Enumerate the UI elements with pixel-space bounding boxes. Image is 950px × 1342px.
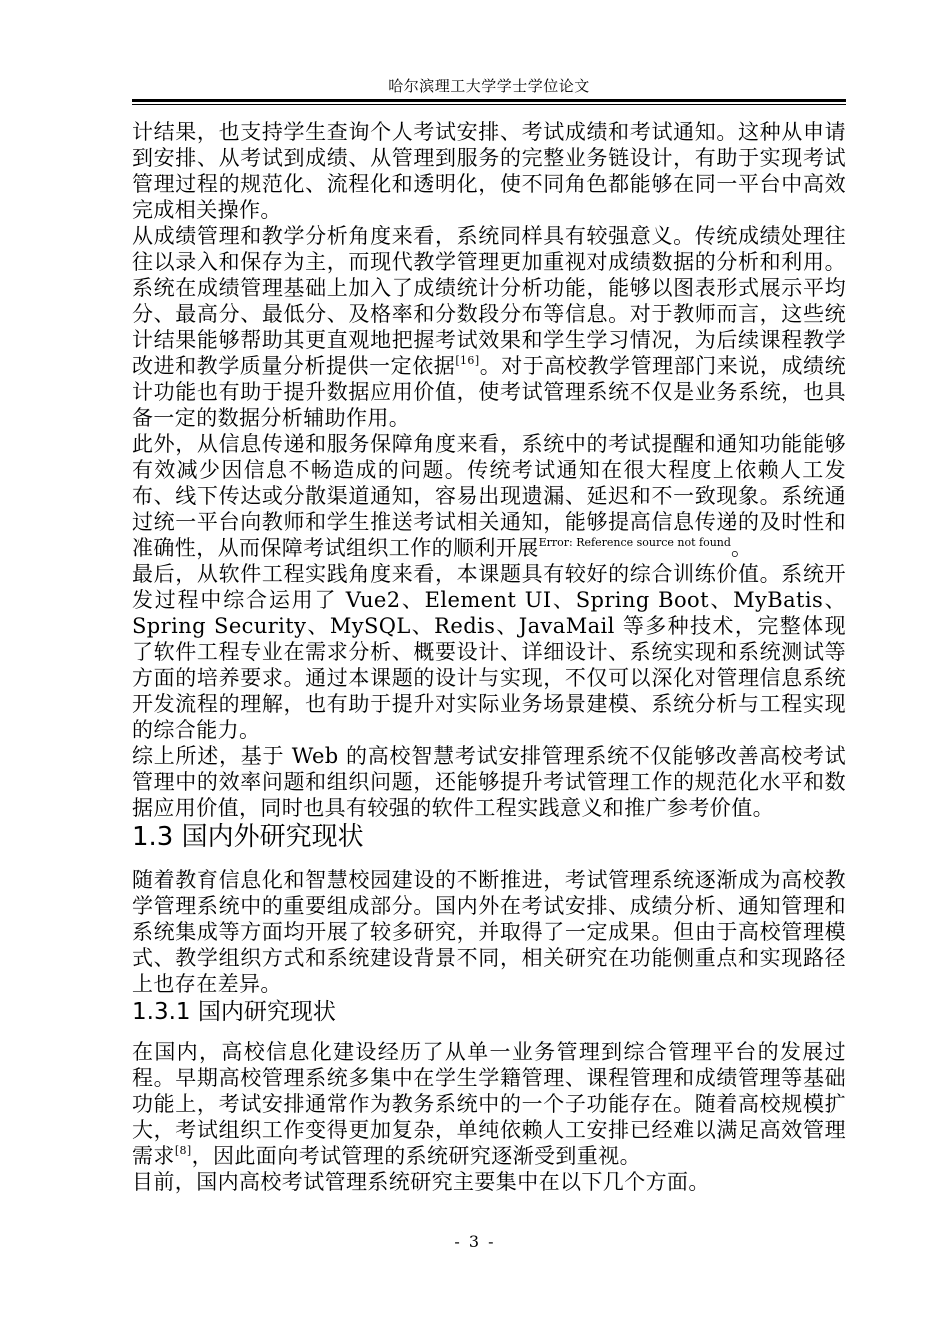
paragraph-text: 从成绩管理和教学分析角度来看，系统同样具有较强意义。传统成绩处理往往以录入和保存为主，而现代教学管理更加重视对成绩数据的分析和利用。系统在成绩管理基础上加入了成绩统计分析功能，能够以图表形式展示平均分、最高分、最低分、及格率和分数段分布等信息。对于教师而言，这些统计结果能够帮助其更直观地把握考试效果和学生学习情况，为后续课程教学改进和教学质量分析提供一定依据 <box>132 224 846 378</box>
header-rule-thin <box>132 104 846 105</box>
section-heading: 1.3 国内外研究现状 <box>132 822 364 852</box>
paragraph-text: 。 <box>730 536 753 560</box>
page-number: - 3 - <box>454 1232 496 1251</box>
header-rule-thick <box>132 99 846 102</box>
paragraph-text: 在国内，高校信息化建设经历了从单一业务管理到综合管理平台的发展过程。早期高校管理系统多集中在学生学籍管理、课程管理和成绩管理等基础功能上，考试安排通常作为教务系统中的一个子功能存在。随着高校规模扩大，考试组织工作变得更加复杂，单纯依赖人工安排已经难以满足高效管理需求 <box>132 1040 846 1168</box>
paragraph: 计结果，也支持学生查询个人考试安排、考试成绩和考试通知。这种从申请到安排、从考试到成绩、从管理到服务的完整业务链设计，有助于实现考试管理过程的规范化、流程化和透明化，使不同角色都能够在同一平台中高效完成相关操作。 <box>132 120 846 222</box>
citation: [16] <box>455 354 480 367</box>
subsection-heading: 1.3.1 国内研究现状 <box>132 999 336 1025</box>
paragraph <box>132 1039 846 1169</box>
paragraph-text: 此外，从信息传递和服务保障角度来看，系统中的考试提醒和通知功能能够有效减少因信息不畅造成的问题。传统考试通知在很大程度上依赖人工发布、线下传达或分散渠道通知，容易出现遗漏、延迟和不一致现象。系统通过统一平台向教师和学生推送考试相关通知，能够提高信息传递的及时性和准确性，从而保障考试组织工作的顺利开展 <box>132 432 846 560</box>
paragraph: 最后，从软件工程实践角度来看，本课题具有较好的综合训练价值。系统开发过程中综合运用了 Vue2、Element UI、Spring Boot、MyBatis、Spring Security、MySQL、Redis、JavaMail 等多种技术，完整体现了软件工程专业在需求分析、概要设计、详细设计、系统实现和系统测试等方面的培养要求。通过本课题的设计与实现，不仅可以深化对管理信息系统开发流程的理解，也有助于提升对实际业务场景建模、系统分析与工程实现的综合能力。 <box>132 562 846 742</box>
paragraph: 目前，国内高校考试管理系统研究主要集中在以下几个方面。 <box>132 1170 710 1194</box>
paragraph-text: 。对于高校教学管理部门来说，成绩统计功能也有助于提升数据应用价值，使考试管理系统不仅是业务系统，也具备一定的数据分析辅助作用。 <box>132 354 846 430</box>
citation: [8] <box>174 1144 192 1157</box>
citation-error: Error: Reference source not found <box>538 536 731 549</box>
body-text <box>132 119 846 1195</box>
running-header: 哈尔滨理工大学学士学位论文 <box>388 77 590 95</box>
paragraph-text: ，因此面向考试管理的系统研究逐渐受到重视。 <box>191 1144 642 1168</box>
paragraph <box>132 223 846 431</box>
paragraph: 综上所述，基于 Web 的高校智慧考试安排管理系统不仅能够改善高校考试管理中的效率问题和组织问题，还能够提升考试管理工作的规范化水平和数据应用价值，同时也具有较强的软件工程实践意义和推广参考价值。 <box>132 744 846 820</box>
paragraph <box>132 431 846 561</box>
paragraph: 随着教育信息化和智慧校园建设的不断推进，考试管理系统逐渐成为高校教学管理系统中的重要组成部分。国内外在考试安排、成绩分析、通知管理和系统集成等方面均开展了较多研究，并取得了一定成果。但由于高校管理模式、教学组织方式和系统建设背景不同，相关研究在功能侧重点和实现路径上也存在差异。 <box>132 868 846 996</box>
